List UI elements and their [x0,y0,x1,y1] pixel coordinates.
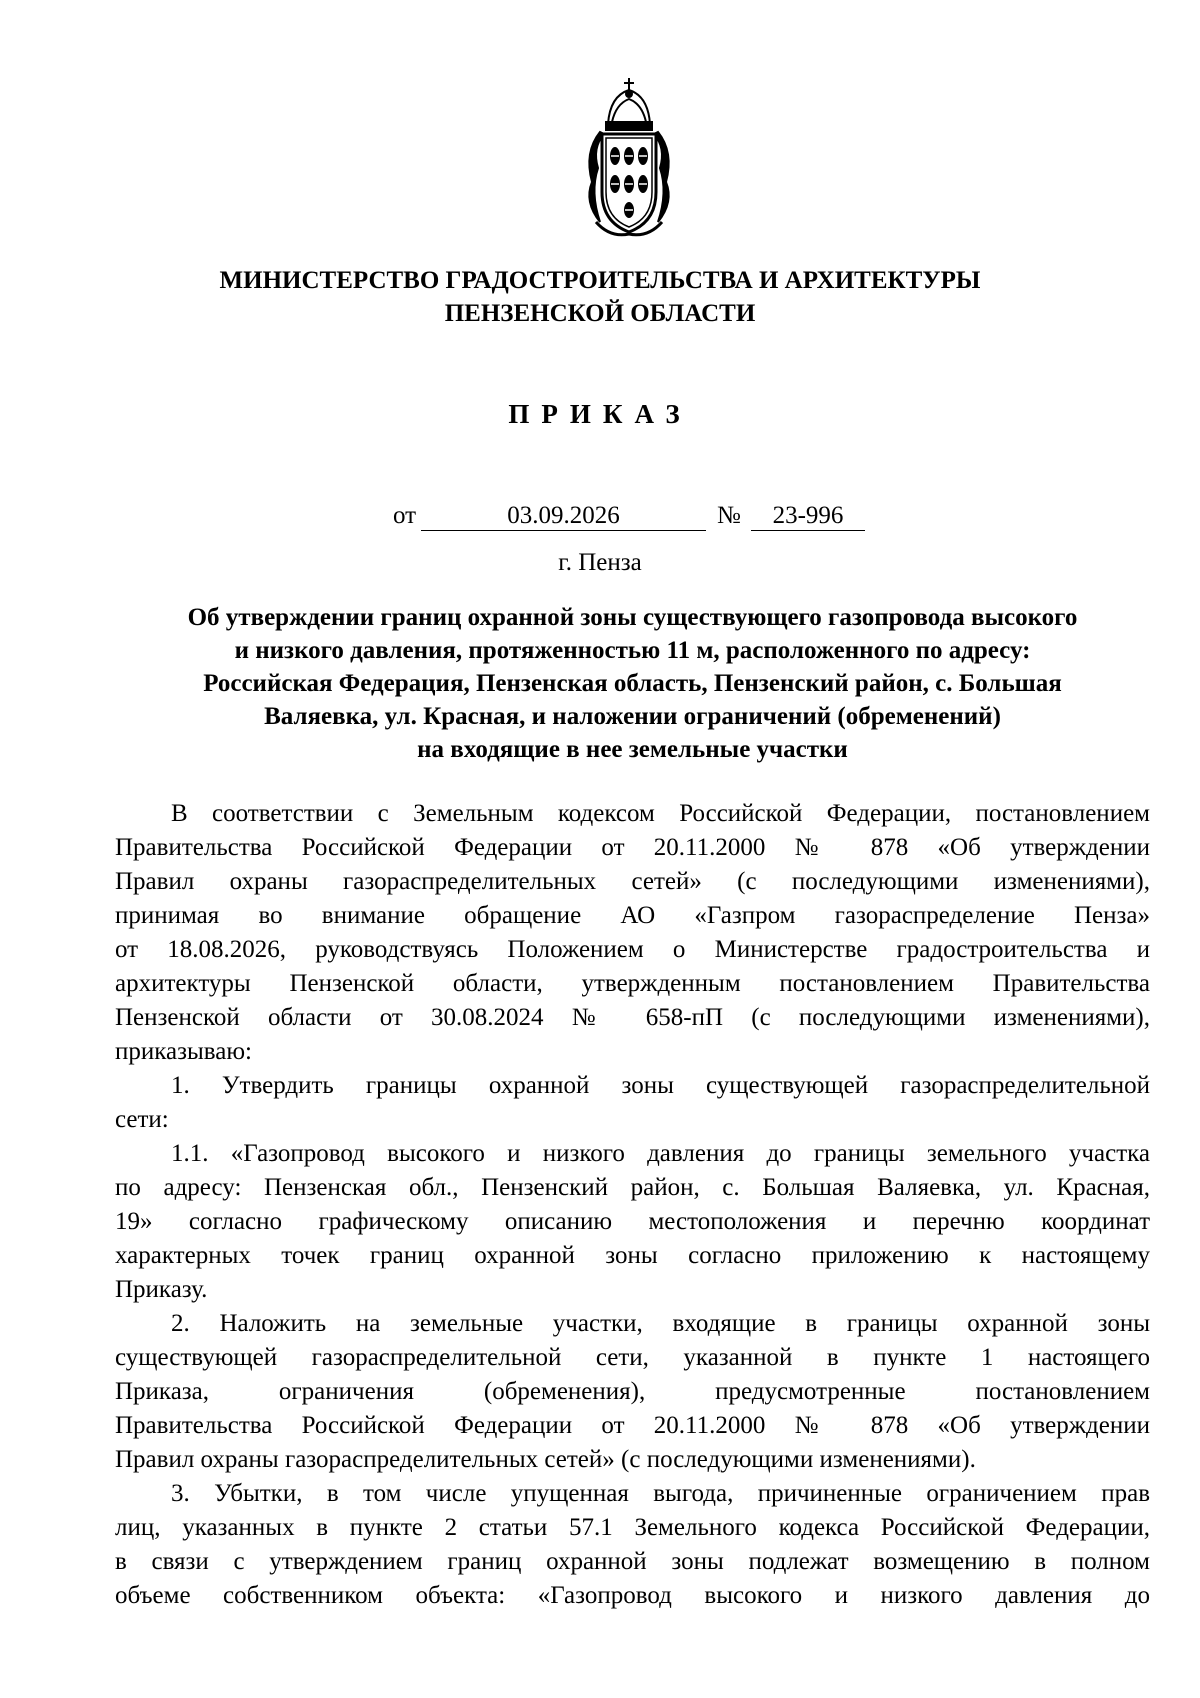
coat-of-arms-icon [570,72,688,240]
order-body [115,797,1150,1613]
body-line: принимая во внимание обращение АО «Газпром газораспределение Пенза» [115,902,1150,929]
order-date: 03.09.2026 [421,499,706,531]
body-line: Приказу. [115,1276,208,1303]
body-line: Правительства Российской Федерации от 20.11.2000 № 878 «Об утверждении [115,1412,1150,1439]
body-line: в связи с утверждением границ охранной зоны подлежат возмещению в полном [115,1548,1150,1575]
body-line: В соответствии с Земельным кодексом Российской Федерации, постановлением [171,800,1150,827]
body-line: существующей газораспределительной сети, указанной в пункте 1 настоящего [115,1344,1150,1371]
body-line: 3. Убытки, в том числе упущенная выгода, причиненные ограничением прав [171,1480,1150,1507]
body-line: сети: [115,1106,169,1133]
city-name: г. Пенза [558,549,642,576]
order-subject [115,601,1150,766]
body-line: объеме собственником объекта: «Газопровод высокого и низкого давления до [115,1582,1150,1609]
body-line: 1. Утвердить границы охранной зоны существующей газораспределительной [171,1072,1150,1099]
subject-line: Российская Федерация, Пензенская область, Пензенский район, с. Большая [203,670,1062,697]
date-from-label: от [393,502,417,529]
body-line: Пензенской области от 30.08.2024 № 658-пП (с последующими изменениями), [115,1004,1150,1031]
number-label: № [717,502,741,529]
body-line: от 18.08.2026, руководствуясь Положением о Министерстве градостроительства и [115,936,1150,963]
body-line: 2. Наложить на земельные участки, входящие в границы охранной зоны [171,1310,1150,1337]
body-line: по адресу: Пензенская обл., Пензенский район, с. Большая Валяевка, ул. Красная, [115,1174,1150,1201]
body-line: Правил охраны газораспределительных сетей» (с последующими изменениями). [115,1446,976,1473]
body-line: приказываю: [115,1038,252,1065]
body-line: характерных точек границ охранной зоны согласно приложению к настоящему [115,1242,1150,1269]
subject-line: на входящие в нее земельные участки [417,736,848,763]
body-line: лиц, указанных в пункте 2 статьи 57.1 Земельного кодекса Российской Федерации, [115,1514,1150,1541]
order-date-number-line [0,499,1200,533]
subject-line: Об утверждении границ охранной зоны существующего газопровода высокого [187,604,1078,631]
body-line: Правительства Российской Федерации от 20.11.2000 № 878 «Об утверждении [115,834,1150,861]
subject-line: Валяевка, ул. Красная, и наложении ограничений (обременений) [264,703,1001,730]
order-number: 23-996 [751,499,865,531]
document-type-title: ПРИКАЗ [508,399,692,429]
body-line: архитектуры Пензенской области, утвержденным постановлением Правительства [115,970,1150,997]
ministry-name-line-2: ПЕНЗЕНСКОЙ ОБЛАСТИ [444,300,756,327]
body-line: Правил охраны газораспределительных сетей» (с последующими изменениями), [115,868,1150,895]
body-line: 19» согласно графическому описанию местоположения и перечню координат [115,1208,1150,1235]
body-line: 1.1. «Газопровод высокого и низкого давления до границы земельного участка [171,1140,1150,1167]
body-line: Приказа, ограничения (обременения), предусмотренные постановлением [115,1378,1150,1405]
ministry-name-line-1: МИНИСТЕРСТВО ГРАДОСТРОИТЕЛЬСТВА И АРХИТЕКТУРЫ [219,267,981,294]
subject-line: и низкого давления, протяженностью 11 м, расположенного по адресу: [234,637,1031,664]
